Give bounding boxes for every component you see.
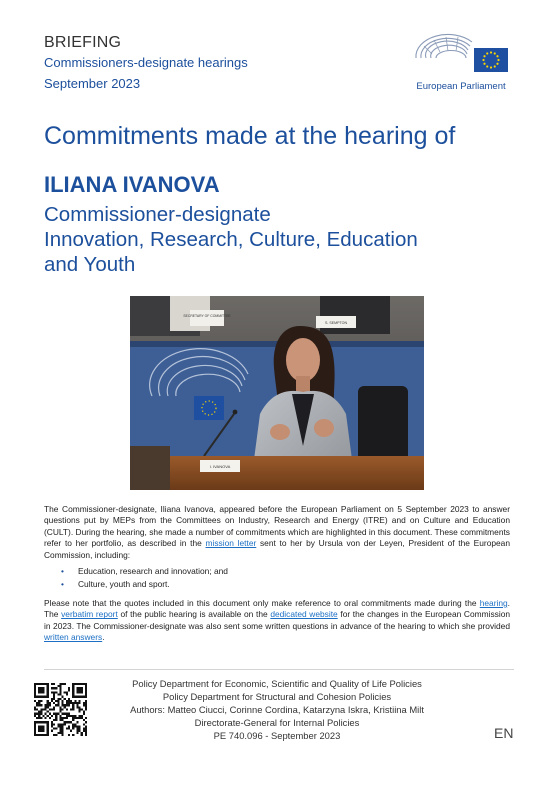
footer-line: Policy Department for Structural and Cohesion Policies bbox=[162, 691, 392, 702]
eu-star-icon bbox=[496, 55, 498, 57]
note-text: of the public hearing is available on the bbox=[117, 609, 271, 620]
note-text: for the changes in the European Commission in 2023. The Commissioner-designate was also sent some written questions in advance of the hearing to which she provided bbox=[44, 609, 511, 631]
footer-line: PE 740.096 - September 2023 bbox=[213, 730, 341, 741]
note-text: Please note that the quotes included in this document only make reference to oral commitments made during the bbox=[44, 598, 480, 608]
qr-code-icon[interactable] bbox=[34, 683, 87, 736]
intro-text-end: sent to her by Ursula von der Leyen, President of the European Commission, including: bbox=[44, 538, 510, 560]
document-date: September 2023 bbox=[44, 76, 141, 91]
intro-text: The Commissioner-designate, Iliana Ivanova, appeared before the European Parliament on 5 September 2023 to answer questions put by MEPs from the Committees on Industry, Research and Energy (ITRE) and on Culture and Education (CULT). During the hearing, she made a number of commitments which are highlighted in this document. These commitments refer to her portfolio, as described in the bbox=[44, 504, 510, 549]
portfolio-subtitle bbox=[44, 202, 514, 277]
hearing-photo bbox=[130, 296, 424, 490]
note-paragraph bbox=[44, 598, 510, 644]
hearing-link[interactable]: hearing bbox=[479, 598, 508, 608]
eu-star-icon bbox=[494, 65, 496, 67]
intro-paragraph bbox=[44, 504, 510, 561]
subtitle-line: and Youth bbox=[44, 253, 136, 276]
mission-letter-link[interactable]: mission letter bbox=[205, 538, 257, 549]
eu-star-icon bbox=[490, 66, 492, 68]
desk-nameplate: I. IVANOVA bbox=[209, 464, 231, 469]
footer-divider bbox=[44, 669, 514, 670]
document-type: BRIEFING bbox=[44, 34, 122, 51]
list-item: • Culture, youth and sport. bbox=[58, 578, 498, 591]
subtitle-line: Innovation, Research, Culture, Education bbox=[44, 228, 418, 251]
footer-line: Policy Department for Economic, Scientific and Quality of Life Policies bbox=[132, 678, 422, 689]
eu-star-icon bbox=[494, 52, 496, 54]
eu-star-icon bbox=[496, 63, 498, 65]
eu-star-icon bbox=[483, 55, 485, 57]
note-text: . bbox=[102, 632, 105, 643]
nameplate-right: S. SEMPTON bbox=[324, 321, 348, 325]
list-item: • Education, research and innovation; and bbox=[58, 565, 498, 578]
eu-star-icon bbox=[497, 59, 499, 61]
eu-star-icon bbox=[490, 51, 492, 53]
footer-credits bbox=[98, 677, 456, 742]
verbatim-report-link[interactable]: verbatim report bbox=[61, 609, 118, 620]
written-answers-link[interactable]: written answers bbox=[44, 632, 103, 643]
commissioner-name: ILIANA IVANOVA bbox=[44, 172, 220, 197]
eu-star-icon bbox=[486, 52, 488, 54]
document-series: Commissioners-designate hearings bbox=[44, 55, 248, 70]
eu-star-icon bbox=[486, 65, 488, 67]
page-headline: Commitments made at the hearing of bbox=[44, 122, 456, 150]
note-text: . The bbox=[44, 598, 510, 620]
eu-star-icon bbox=[483, 63, 485, 65]
nameplate-left: SECRETARY OF COMMITTEE bbox=[183, 314, 231, 318]
language-code: EN bbox=[494, 725, 514, 741]
footer-line: Directorate-General for Internal Policies bbox=[194, 717, 360, 728]
portfolio-list bbox=[58, 565, 498, 591]
footer-line: Authors: Matteo Ciucci, Corinne Cordina, Katarzyna Iskra, Kristiina Milt bbox=[130, 704, 424, 715]
eu-star-icon bbox=[482, 59, 484, 61]
logo-caption: European Parliament bbox=[416, 81, 506, 92]
dedicated-website-link[interactable]: dedicated website bbox=[270, 609, 338, 620]
subtitle-line: Commissioner-designate bbox=[44, 203, 271, 226]
